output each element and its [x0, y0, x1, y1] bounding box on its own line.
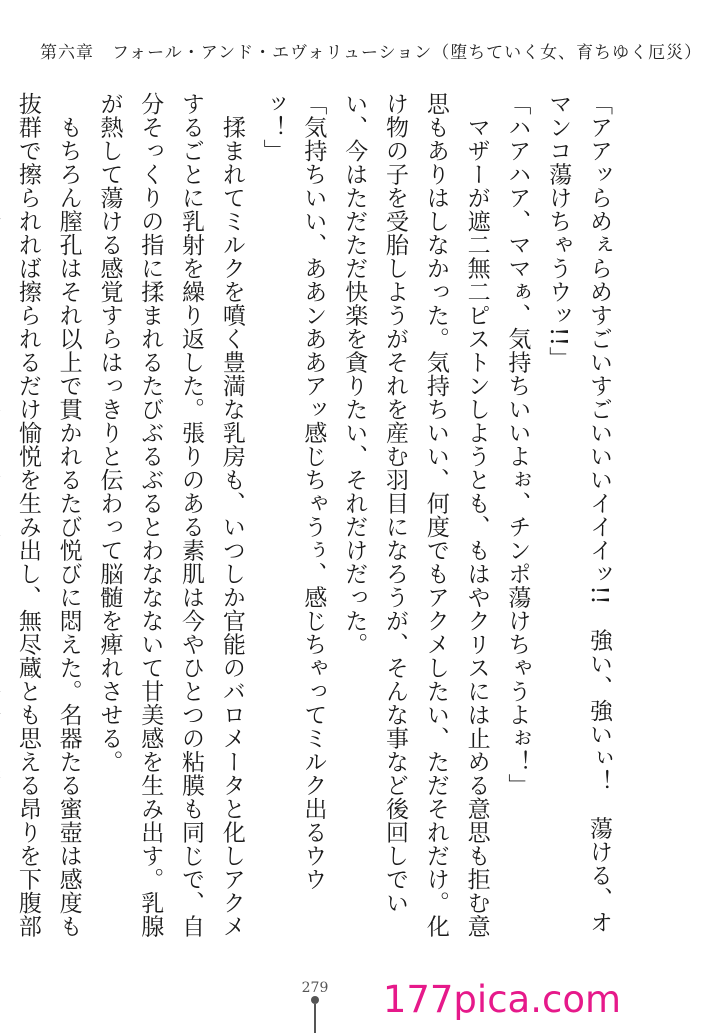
chapter-header: 第六章 フォール・アンド・エヴォリューション（堕ちていく女、育ちゆく厄災） — [40, 43, 702, 63]
paragraph: もちろん膣孔はそれ以上で貫かれるたび悦びに悶えた。名器たる蜜壺は感度も抜群で擦られれば擦られるだけ愉悦を生み出し、無尽蔵とも思える昂りを下腹部 — [14, 92, 82, 938]
site-watermark: 177pica.com — [382, 978, 621, 1021]
marker-line — [314, 1004, 316, 1033]
marker-dot — [311, 996, 319, 1004]
main-text — [14, 92, 619, 942]
paragraph: 「アアッらめぇらめすごいすごいいいイイイッ!! 強い、強いぃ！ 蕩ける、オマンコ蕩けちゃうウッ!!」 — [545, 92, 612, 934]
paragraph: マザーが遮二無二ピストンしようとも、もはやクリスには止める意思も拒む意思もありはしなかった。気持ちいい、何度でもアクメしたい、ただそれだけ。化け物の子を受胎しようがそれを産む羽目になろうが、そんな事など後回しでいい、今はただただ快楽を貪りたい、それだけだった。 — [341, 92, 490, 938]
page-marker-icon — [310, 996, 320, 1033]
paragraph: 「ハアハア、ママぁ、気持ちいいよぉ、チンポ蕩けちゃうよぉ！」 — [504, 92, 531, 797]
page-number: 279 — [301, 980, 329, 996]
paragraph: 「気持ちいい、ああンああアッ感じちゃうぅ、感じちゃってミルク出るウウッ！」 — [259, 92, 327, 891]
paragraph: 揉まれてミルクを噴く豊満な乳房も、いつしか官能のバロメータと化しアクメするごとに乳射を繰り返した。張りのある素肌は今やひとつの粘膜も同じで、自分そっくりの指に揉まれるたびぶるぶるとわななないて甘美感を生み出す。乳腺が熱して蕩ける感覚すらはっきりと伝わって脳髄を痺れさせる。 — [96, 92, 245, 938]
